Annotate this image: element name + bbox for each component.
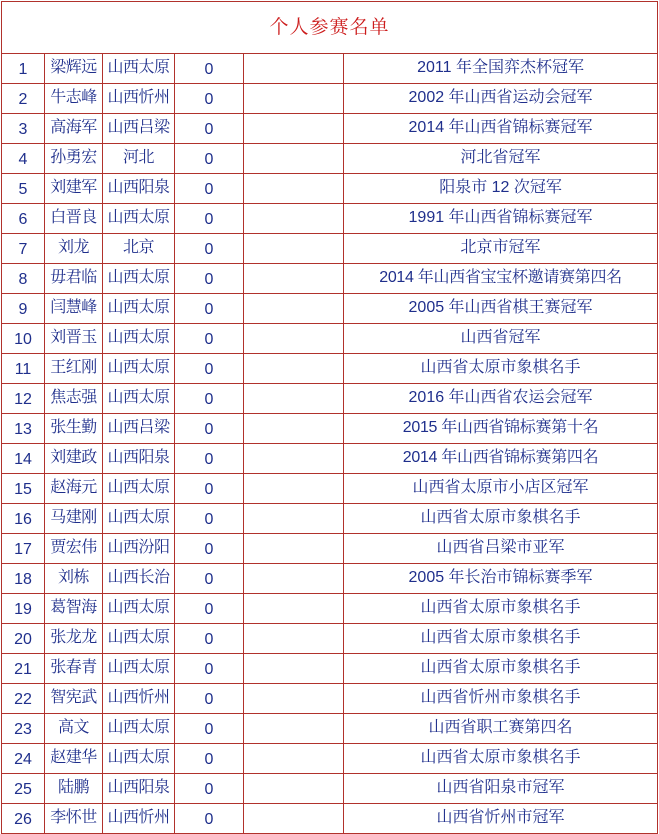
- cell-player-name: 毋君临: [45, 264, 103, 294]
- cell-honor: 1991 年山西省锦标赛冠军: [344, 204, 658, 234]
- table-row: [2, 624, 658, 654]
- cell-player-name: 高文: [45, 714, 103, 744]
- cell-honor: 山西省忻州市冠军: [344, 804, 658, 834]
- cell-blank: [244, 744, 344, 774]
- cell-honor: 北京市冠军: [344, 234, 658, 264]
- table-row: [2, 54, 658, 84]
- cell-honor: 山西省太原市象棋名手: [344, 504, 658, 534]
- cell-player-name: 赵建华: [45, 744, 103, 774]
- cell-region: 山西太原: [103, 204, 175, 234]
- cell-number: 19: [2, 594, 45, 624]
- table-row: [2, 354, 658, 384]
- cell-number: 4: [2, 144, 45, 174]
- cell-blank: [244, 294, 344, 324]
- cell-blank: [244, 144, 344, 174]
- cell-player-name: 高海军: [45, 114, 103, 144]
- table-row: [2, 594, 658, 624]
- cell-region: 山西忻州: [103, 804, 175, 834]
- cell-honor: 2002 年山西省运动会冠军: [344, 84, 658, 114]
- cell-region: 山西忻州: [103, 84, 175, 114]
- table-row: [2, 684, 658, 714]
- cell-honor: 山西省冠军: [344, 324, 658, 354]
- cell-blank: [244, 264, 344, 294]
- cell-score: 0: [175, 384, 244, 414]
- cell-number: 6: [2, 204, 45, 234]
- table-row: [2, 414, 658, 444]
- cell-region: 山西太原: [103, 324, 175, 354]
- table-row: [2, 774, 658, 804]
- roster-sheet: [1, 1, 657, 828]
- cell-honor: 山西省太原市小店区冠军: [344, 474, 658, 504]
- cell-number: 22: [2, 684, 45, 714]
- cell-number: 10: [2, 324, 45, 354]
- cell-blank: [244, 54, 344, 84]
- table-row: [2, 744, 658, 774]
- cell-player-name: 刘龙: [45, 234, 103, 264]
- cell-number: 21: [2, 654, 45, 684]
- table-row: [2, 84, 658, 114]
- cell-number: 26: [2, 804, 45, 834]
- roster-table: [1, 1, 658, 834]
- cell-blank: [244, 624, 344, 654]
- cell-player-name: 李怀世: [45, 804, 103, 834]
- cell-score: 0: [175, 654, 244, 684]
- cell-number: 18: [2, 564, 45, 594]
- cell-region: 山西太原: [103, 354, 175, 384]
- title-row: [2, 2, 658, 54]
- cell-score: 0: [175, 54, 244, 84]
- cell-player-name: 马建刚: [45, 504, 103, 534]
- cell-score: 0: [175, 714, 244, 744]
- cell-score: 0: [175, 234, 244, 264]
- page-title: 个人参赛名单: [2, 2, 658, 54]
- cell-score: 0: [175, 324, 244, 354]
- cell-score: 0: [175, 114, 244, 144]
- cell-region: 山西太原: [103, 474, 175, 504]
- cell-number: 1: [2, 54, 45, 84]
- cell-honor: 山西省忻州市象棋名手: [344, 684, 658, 714]
- cell-blank: [244, 474, 344, 504]
- cell-honor: 2014 年山西省锦标赛冠军: [344, 114, 658, 144]
- table-row: [2, 654, 658, 684]
- table-row: [2, 504, 658, 534]
- cell-blank: [244, 174, 344, 204]
- table-row: [2, 174, 658, 204]
- cell-player-name: 张生勤: [45, 414, 103, 444]
- cell-blank: [244, 654, 344, 684]
- cell-player-name: 刘建政: [45, 444, 103, 474]
- cell-number: 3: [2, 114, 45, 144]
- cell-region: 山西阳泉: [103, 774, 175, 804]
- cell-region: 山西太原: [103, 264, 175, 294]
- cell-number: 23: [2, 714, 45, 744]
- cell-player-name: 贾宏伟: [45, 534, 103, 564]
- cell-score: 0: [175, 414, 244, 444]
- cell-score: 0: [175, 504, 244, 534]
- cell-player-name: 张龙龙: [45, 624, 103, 654]
- cell-honor: 2005 年长治市锦标赛季军: [344, 564, 658, 594]
- table-row: [2, 564, 658, 594]
- cell-region: 山西太原: [103, 294, 175, 324]
- cell-number: 12: [2, 384, 45, 414]
- table-row: [2, 384, 658, 414]
- cell-score: 0: [175, 204, 244, 234]
- cell-honor: 山西省太原市象棋名手: [344, 354, 658, 384]
- cell-honor: 2011 年全国弈杰杯冠军: [344, 54, 658, 84]
- cell-player-name: 刘建军: [45, 174, 103, 204]
- table-row: [2, 714, 658, 744]
- cell-score: 0: [175, 684, 244, 714]
- cell-blank: [244, 594, 344, 624]
- cell-region: 北京: [103, 234, 175, 264]
- cell-honor: 阳泉市 12 次冠军: [344, 174, 658, 204]
- cell-blank: [244, 324, 344, 354]
- cell-blank: [244, 204, 344, 234]
- cell-score: 0: [175, 744, 244, 774]
- cell-blank: [244, 114, 344, 144]
- cell-player-name: 梁辉远: [45, 54, 103, 84]
- cell-number: 16: [2, 504, 45, 534]
- cell-player-name: 赵海元: [45, 474, 103, 504]
- cell-score: 0: [175, 174, 244, 204]
- table-row: [2, 114, 658, 144]
- cell-number: 9: [2, 294, 45, 324]
- cell-honor: 山西省太原市象棋名手: [344, 744, 658, 774]
- cell-player-name: 张春青: [45, 654, 103, 684]
- cell-region: 山西太原: [103, 744, 175, 774]
- table-row: [2, 204, 658, 234]
- cell-score: 0: [175, 474, 244, 504]
- cell-score: 0: [175, 534, 244, 564]
- cell-player-name: 王红刚: [45, 354, 103, 384]
- cell-number: 20: [2, 624, 45, 654]
- cell-region: 山西吕梁: [103, 114, 175, 144]
- cell-honor: 山西省吕梁市亚军: [344, 534, 658, 564]
- cell-player-name: 刘栋: [45, 564, 103, 594]
- cell-honor: 山西省阳泉市冠军: [344, 774, 658, 804]
- table-row: [2, 234, 658, 264]
- cell-honor: 2014 年山西省宝宝杯邀请赛第四名: [344, 264, 658, 294]
- cell-honor: 2005 年山西省棋王赛冠军: [344, 294, 658, 324]
- cell-number: 14: [2, 444, 45, 474]
- cell-score: 0: [175, 444, 244, 474]
- cell-score: 0: [175, 264, 244, 294]
- cell-region: 山西太原: [103, 384, 175, 414]
- cell-region: 山西阳泉: [103, 444, 175, 474]
- cell-honor: 河北省冠军: [344, 144, 658, 174]
- cell-score: 0: [175, 294, 244, 324]
- cell-honor: 山西省太原市象棋名手: [344, 594, 658, 624]
- cell-honor: 2014 年山西省锦标赛第四名: [344, 444, 658, 474]
- cell-blank: [244, 804, 344, 834]
- table-row: [2, 804, 658, 834]
- cell-honor: 山西省太原市象棋名手: [344, 654, 658, 684]
- cell-blank: [244, 354, 344, 384]
- cell-score: 0: [175, 564, 244, 594]
- cell-honor: 2016 年山西省农运会冠军: [344, 384, 658, 414]
- cell-blank: [244, 534, 344, 564]
- cell-region: 山西长治: [103, 564, 175, 594]
- cell-player-name: 陆鹏: [45, 774, 103, 804]
- cell-score: 0: [175, 624, 244, 654]
- cell-score: 0: [175, 354, 244, 384]
- table-row: [2, 294, 658, 324]
- cell-number: 13: [2, 414, 45, 444]
- cell-number: 7: [2, 234, 45, 264]
- cell-region: 山西阳泉: [103, 174, 175, 204]
- cell-blank: [244, 384, 344, 414]
- cell-score: 0: [175, 774, 244, 804]
- cell-region: 山西太原: [103, 54, 175, 84]
- cell-score: 0: [175, 804, 244, 834]
- cell-blank: [244, 564, 344, 594]
- cell-player-name: 焦志强: [45, 384, 103, 414]
- cell-number: 11: [2, 354, 45, 384]
- cell-region: 山西太原: [103, 714, 175, 744]
- cell-player-name: 孙勇宏: [45, 144, 103, 174]
- table-row: [2, 324, 658, 354]
- table-row: [2, 444, 658, 474]
- cell-player-name: 白晋良: [45, 204, 103, 234]
- cell-region: 山西太原: [103, 654, 175, 684]
- roster-body: [2, 2, 658, 834]
- cell-region: 山西太原: [103, 594, 175, 624]
- cell-blank: [244, 774, 344, 804]
- cell-score: 0: [175, 144, 244, 174]
- cell-score: 0: [175, 594, 244, 624]
- cell-number: 8: [2, 264, 45, 294]
- cell-blank: [244, 234, 344, 264]
- cell-honor: 山西省太原市象棋名手: [344, 624, 658, 654]
- cell-player-name: 葛智海: [45, 594, 103, 624]
- cell-player-name: 刘晋玉: [45, 324, 103, 354]
- cell-player-name: 智宪武: [45, 684, 103, 714]
- cell-blank: [244, 504, 344, 534]
- cell-player-name: 闫慧峰: [45, 294, 103, 324]
- cell-blank: [244, 714, 344, 744]
- cell-number: 5: [2, 174, 45, 204]
- cell-region: 山西忻州: [103, 684, 175, 714]
- cell-region: 山西吕梁: [103, 414, 175, 444]
- table-row: [2, 264, 658, 294]
- table-row: [2, 534, 658, 564]
- cell-region: 山西太原: [103, 504, 175, 534]
- cell-number: 15: [2, 474, 45, 504]
- table-row: [2, 474, 658, 504]
- cell-honor: 2015 年山西省锦标赛第十名: [344, 414, 658, 444]
- cell-region: 山西太原: [103, 624, 175, 654]
- cell-number: 24: [2, 744, 45, 774]
- cell-score: 0: [175, 84, 244, 114]
- cell-region: 山西汾阳: [103, 534, 175, 564]
- cell-number: 17: [2, 534, 45, 564]
- cell-blank: [244, 444, 344, 474]
- table-row: [2, 144, 658, 174]
- cell-region: 河北: [103, 144, 175, 174]
- cell-number: 2: [2, 84, 45, 114]
- cell-blank: [244, 414, 344, 444]
- cell-blank: [244, 84, 344, 114]
- cell-blank: [244, 684, 344, 714]
- cell-player-name: 牛志峰: [45, 84, 103, 114]
- cell-number: 25: [2, 774, 45, 804]
- cell-honor: 山西省职工赛第四名: [344, 714, 658, 744]
